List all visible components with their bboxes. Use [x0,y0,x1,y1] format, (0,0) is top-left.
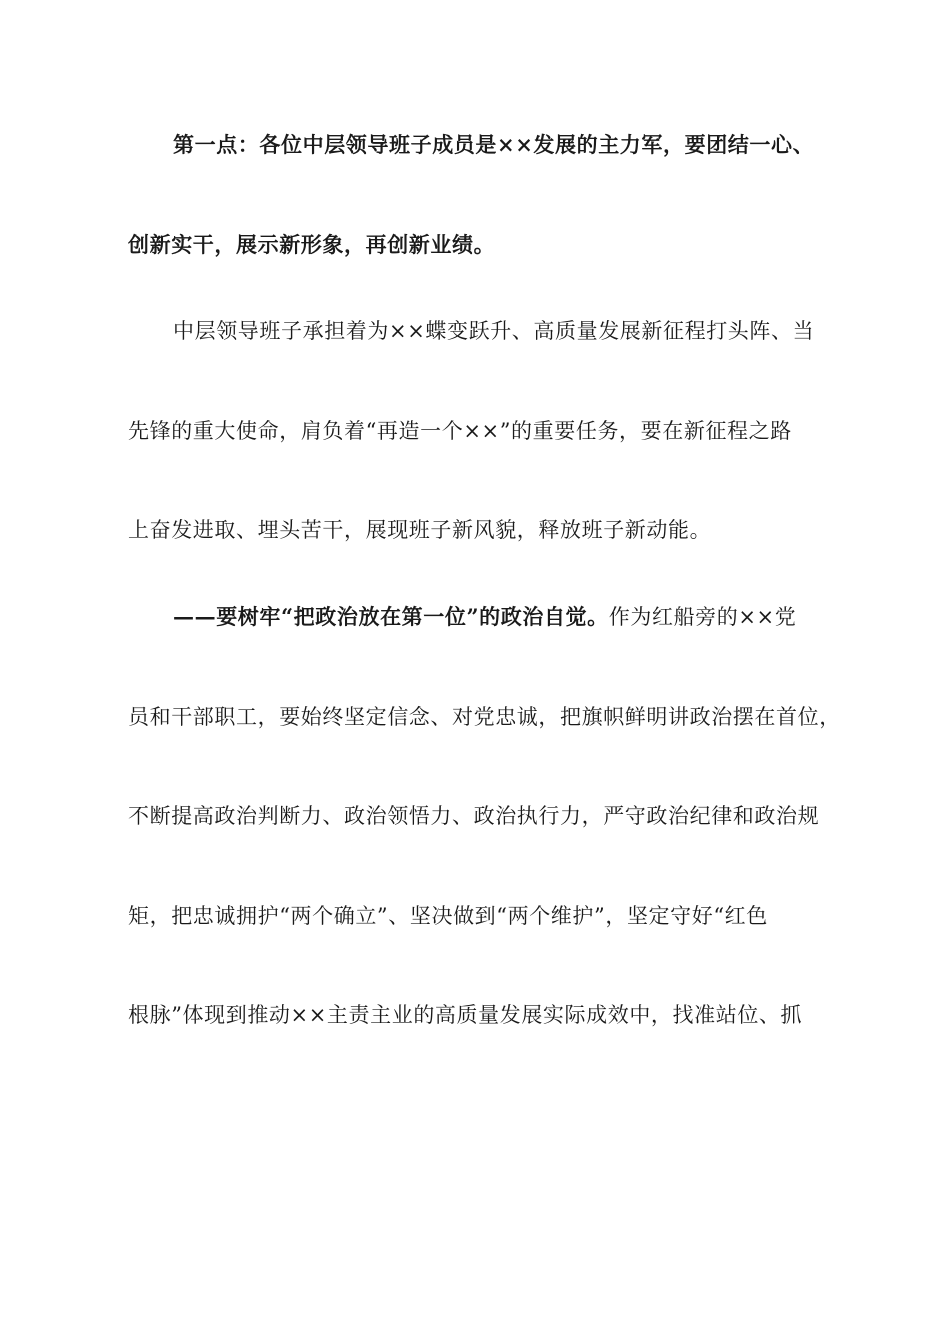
paragraph-2-line-2: 员和干部职工，要始终坚定信念、对党忠诚，把旗帜鲜明讲政治摆在首位， [128,705,841,729]
section-heading-line-2: 创新实干，展示新形象，再创新业绩。 [128,232,496,257]
paragraph-2-lead-bold: ——要树牢“把政治放在第一位”的政治自觉。 [173,604,609,629]
paragraph-2-line-3: 不断提高政治判断力、政治领悟力、政治执行力，严守政治纪律和政治规 [128,804,820,828]
section-heading-line-1: 第一点：各位中层领导班子成员是××发展的主力军，要团结一心、 [173,132,815,157]
paragraph-1-line-2: 先锋的重大使命，肩负着“再造一个××”的重要任务，要在新征程之路 [128,419,792,443]
paragraph-2-line-5: 根脉”体现到推动××主责主业的高质量发展实际成效中，找准站位、抓 [128,1003,803,1027]
paragraph-1-line-1: 中层领导班子承担着为××蝶变跃升、高质量发展新征程打头阵、当 [173,319,815,343]
paragraph-2-line-1 [173,603,853,631]
paragraph-2-lead-rest: 作为红船旁的××党 [608,605,797,629]
paragraph-2-line-4: 矩，把忠诚拥护“两个确立”、坚决做到“两个维护”，坚定守好“红色 [128,904,768,928]
paragraph-1-line-3: 上奋发进取、埋头苦干，展现班子新风貌，释放班子新动能。 [128,518,712,542]
